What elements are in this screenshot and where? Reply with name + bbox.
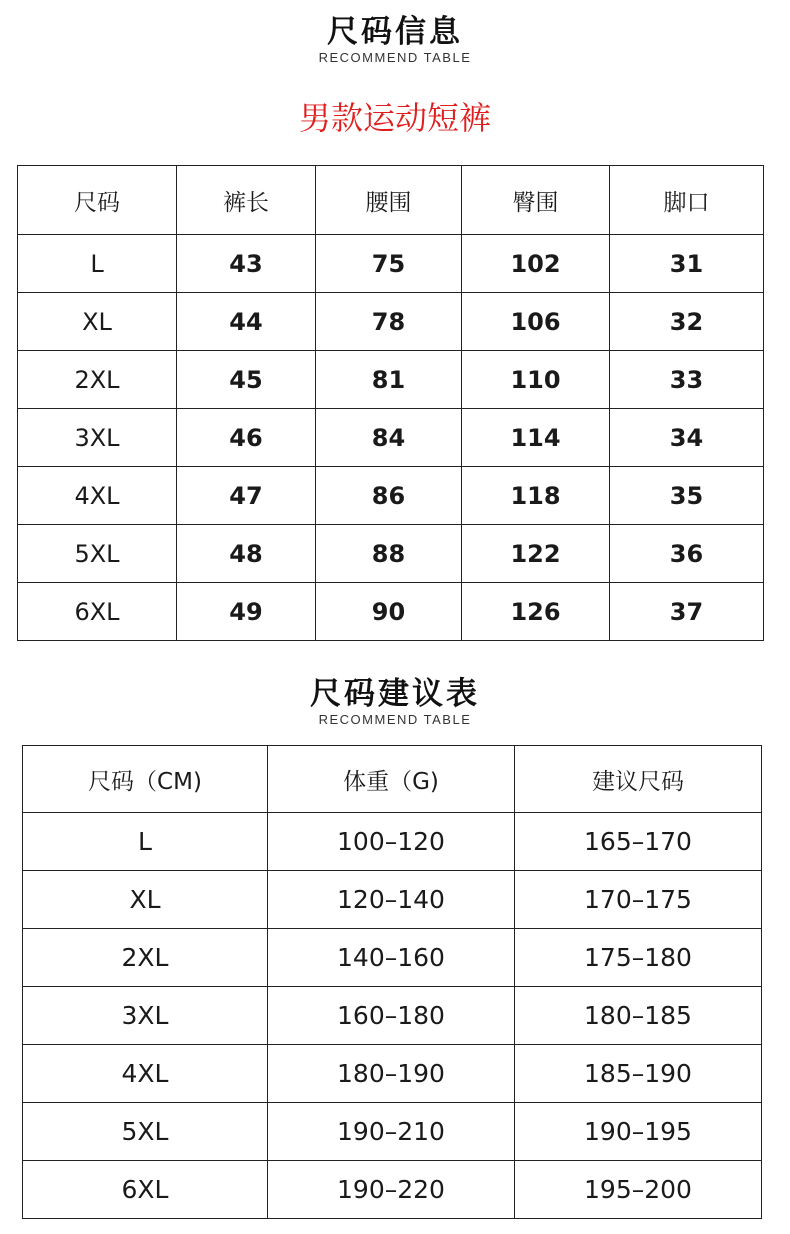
table-cell: 106 <box>462 293 610 351</box>
size-cell: 2XL <box>18 351 177 409</box>
table-cell: 180–190 <box>268 1045 515 1103</box>
table-row <box>23 987 762 1045</box>
table-cell: 175–180 <box>515 929 762 987</box>
size-recommend-title: 尺码建议表 <box>310 676 480 712</box>
table-cell: 45 <box>177 351 316 409</box>
table-row <box>18 235 764 293</box>
table-cell: 36 <box>610 525 764 583</box>
size-info-table <box>17 165 764 641</box>
product-title: 男款运动短裤 <box>298 99 491 137</box>
table-cell: 44 <box>177 293 316 351</box>
table-cell: 43 <box>177 235 316 293</box>
table-cell: 185–190 <box>515 1045 762 1103</box>
table-cell: 84 <box>316 409 462 467</box>
size-cell: 5XL <box>23 1103 268 1161</box>
table-cell: 180–185 <box>515 987 762 1045</box>
table-header-cell: 建议尺码 <box>515 746 762 813</box>
table-cell: 33 <box>610 351 764 409</box>
table-cell: 122 <box>462 525 610 583</box>
size-cell: 2XL <box>23 929 268 987</box>
table-cell: 48 <box>177 525 316 583</box>
size-cell: 4XL <box>23 1045 268 1103</box>
table-row <box>18 409 764 467</box>
table-cell: 165–170 <box>515 813 762 871</box>
table-row <box>23 871 762 929</box>
table-cell: 160–180 <box>268 987 515 1045</box>
table-cell: 190–210 <box>268 1103 515 1161</box>
table-cell: 126 <box>462 583 610 641</box>
table-cell: 37 <box>610 583 764 641</box>
table-row <box>18 293 764 351</box>
size-cell: 5XL <box>18 525 177 583</box>
table-cell: 75 <box>316 235 462 293</box>
size-cell: L <box>23 813 268 871</box>
table-cell: 32 <box>610 293 764 351</box>
table-cell: 102 <box>462 235 610 293</box>
table-cell: 118 <box>462 467 610 525</box>
table-cell: 49 <box>177 583 316 641</box>
table-cell: 88 <box>316 525 462 583</box>
table-header-cell: 腰围 <box>316 166 462 235</box>
table-header-cell: 臀围 <box>462 166 610 235</box>
size-info-subtitle: RECOMMEND TABLE <box>318 50 472 65</box>
table-cell: 35 <box>610 467 764 525</box>
table-header-cell: 体重（G) <box>268 746 515 813</box>
table-cell: 140–160 <box>268 929 515 987</box>
table-cell: 110 <box>462 351 610 409</box>
table-header-cell: 裤长 <box>177 166 316 235</box>
table-cell: 34 <box>610 409 764 467</box>
table-cell: 100–120 <box>268 813 515 871</box>
size-cell: 6XL <box>18 583 177 641</box>
table-row <box>18 525 764 583</box>
table-cell: 114 <box>462 409 610 467</box>
table-cell: 190–220 <box>268 1161 515 1219</box>
table-row <box>23 1045 762 1103</box>
table-cell: 170–175 <box>515 871 762 929</box>
size-cell: 6XL <box>23 1161 268 1219</box>
table-header-cell: 尺码 <box>18 166 177 235</box>
size-info-title: 尺码信息 <box>327 14 463 50</box>
table-header-row <box>23 746 762 813</box>
table-cell: 190–195 <box>515 1103 762 1161</box>
table-cell: 78 <box>316 293 462 351</box>
size-cell: 4XL <box>18 467 177 525</box>
table-header-cell: 尺码（CM) <box>23 746 268 813</box>
table-row <box>18 351 764 409</box>
table-row <box>23 1161 762 1219</box>
table-header-cell: 脚口 <box>610 166 764 235</box>
size-cell: 3XL <box>23 987 268 1045</box>
table-cell: 90 <box>316 583 462 641</box>
table-cell: 31 <box>610 235 764 293</box>
table-row <box>23 813 762 871</box>
size-cell: XL <box>18 293 177 351</box>
size-recommend-table <box>22 745 762 1219</box>
table-row <box>23 1103 762 1161</box>
table-cell: 47 <box>177 467 316 525</box>
table-cell: 81 <box>316 351 462 409</box>
table-cell: 120–140 <box>268 871 515 929</box>
table-row <box>18 467 764 525</box>
size-recommend-heading <box>0 676 790 728</box>
table-cell: 195–200 <box>515 1161 762 1219</box>
table-cell: 86 <box>316 467 462 525</box>
size-cell: 3XL <box>18 409 177 467</box>
table-header-row <box>18 166 764 235</box>
size-cell: L <box>18 235 177 293</box>
table-cell: 46 <box>177 409 316 467</box>
size-info-heading <box>0 14 790 66</box>
table-row <box>18 583 764 641</box>
size-cell: XL <box>23 871 268 929</box>
table-row <box>23 929 762 987</box>
size-recommend-subtitle: RECOMMEND TABLE <box>318 712 472 727</box>
